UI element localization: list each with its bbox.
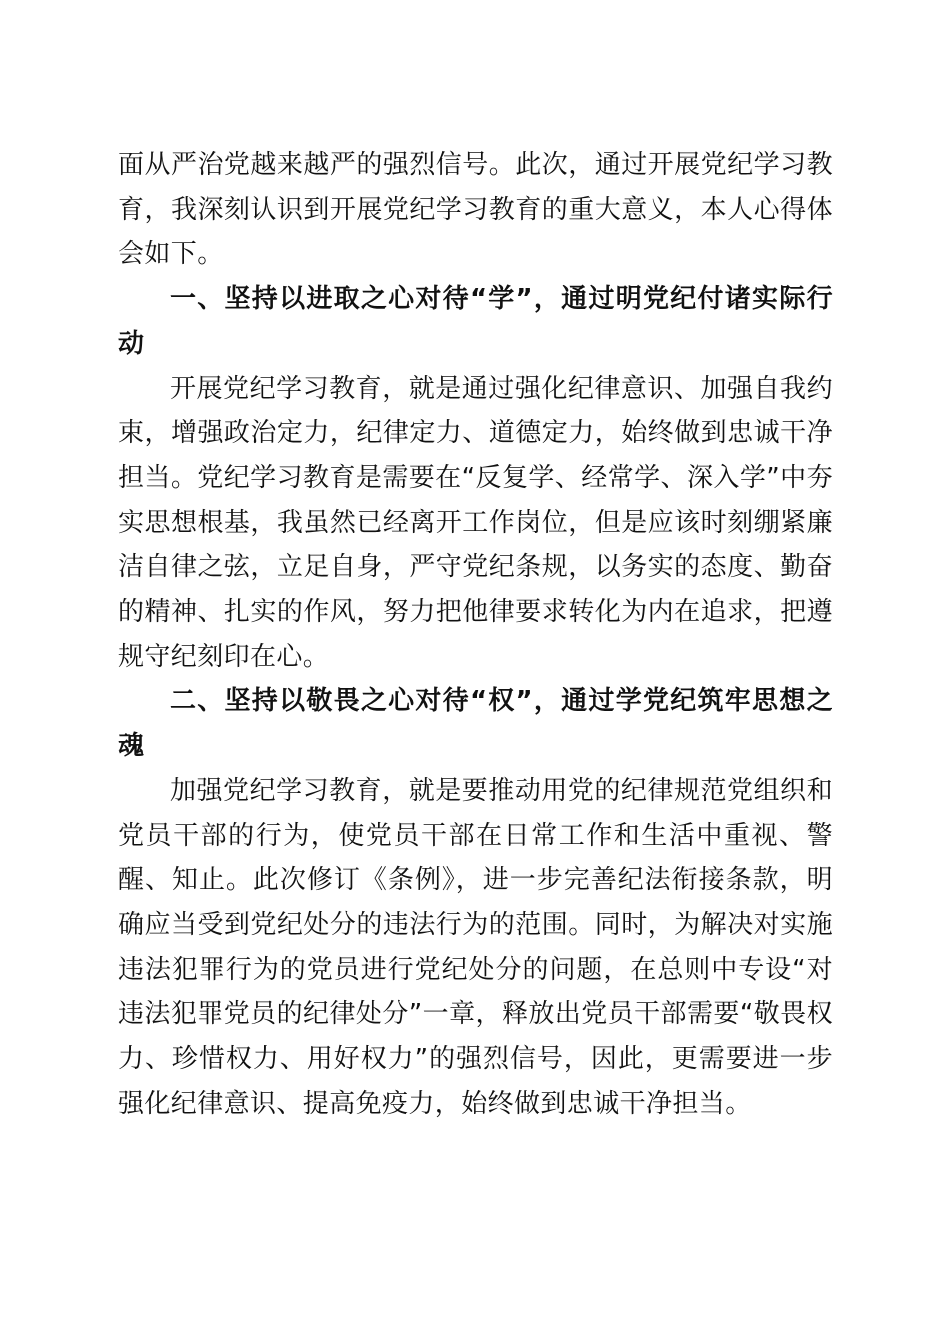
body-paragraph-2: 加强党纪学习教育，就是要推动用党的纪律规范党组织和党员干部的行为，使党员干部在日常工作和生活中重视、警醒、知止。此次修订《条例》，进一步完善纪法衔接条款，明确应当受到党纪处分的违法行为的范围。同时，为解决对实施违法犯罪行为的党员进行党纪处分的问题，在总则中专设“对违法犯罪党员的纪律处分”一章，释放出党员干部需要“敬畏权力、珍惜权力、用好权力”的强烈信号，因此，更需要进一步强化纪律意识、提高免疫力，始终做到忠诚干净担当。: [118, 775, 833, 1119]
body-paragraph-continuation: 面从严治党越来越严的强烈信号。此次，通过开展党纪学习教育，我深刻认识到开展党纪学习教育的重大意义，本人心得体会如下。: [118, 150, 833, 270]
document-body: [118, 143, 833, 1126]
section-heading-1: 一、坚持以进取之心对待“学”，通过明党纪付诸实际行动: [118, 284, 833, 359]
body-paragraph-1: 开展党纪学习教育，就是通过强化纪律意识、加强自我约束，增强政治定力，纪律定力、道德定力，始终做到忠诚干净担当。党纪学习教育是需要在“反复学、经常学、深入学”中夯实思想根基，我虽然已经离开工作岗位，但是应该时刻绷紧廉洁自律之弦，立足自身，严守党纪条规，以务实的态度、勤奋的精神、扎实的作风，努力把他律要求转化为内在追求，把遵规守纪刻印在心。: [118, 373, 833, 672]
section-heading-2: 二、坚持以敬畏之心对待“权”，通过学党纪筑牢思想之魂: [118, 686, 833, 762]
